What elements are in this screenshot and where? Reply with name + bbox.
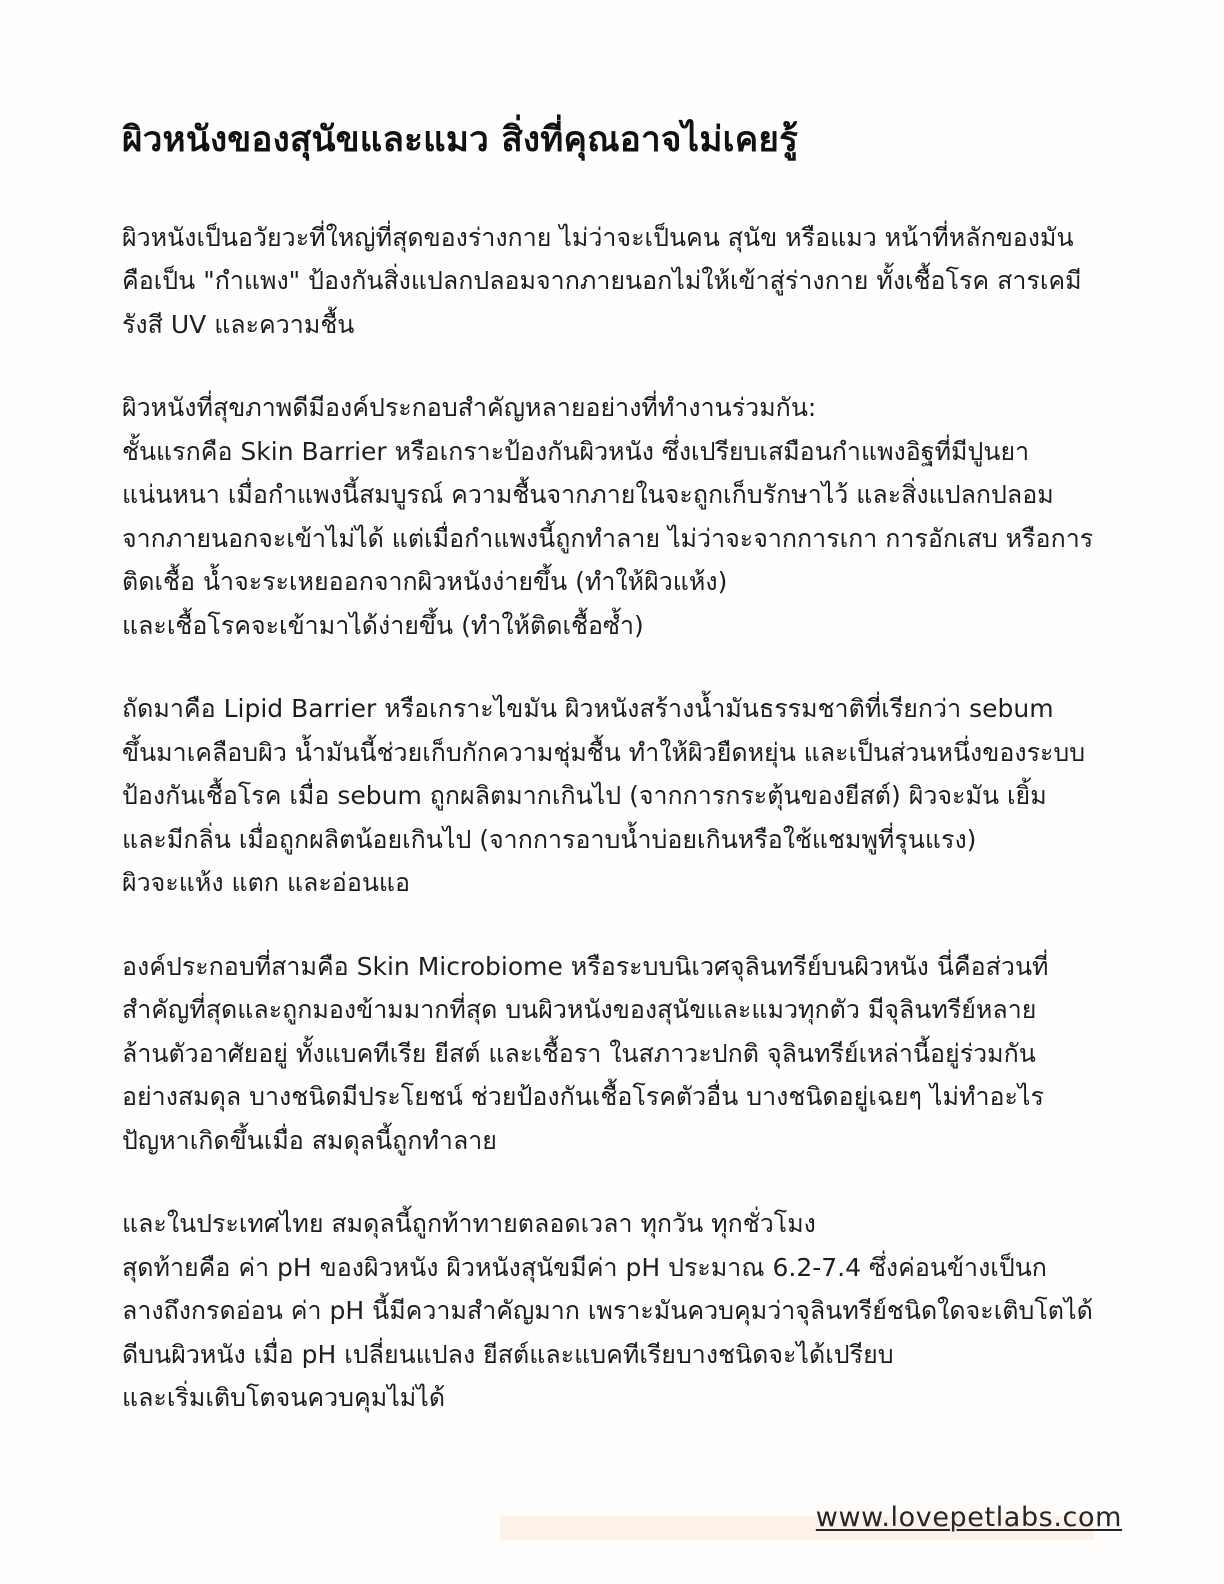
paragraph-skin-microbiome xyxy=(122,945,1107,1163)
article xyxy=(122,118,1107,1460)
paragraph-line: สำคัญที่สุดและถูกมองข้ามมากที่สุด บนผิวหนังของสุนัขและแมวทุกตัว มีจุลินทรีย์หลาย xyxy=(122,995,1037,1024)
paragraph-line: ลางถึงกรดอ่อน ค่า pH นี้มีความสำคัญมาก เพราะมันควบคุมว่าจุลินทรีย์ชนิดใดจะเติบโตได้ xyxy=(122,1296,1093,1325)
paragraph-line: ผิวจะแห้ง แตก และอ่อนแอ xyxy=(122,868,411,897)
paragraph-line: ขึ้นมาเคลือบผิว น้ำมันนี้ช่วยเก็บกักความชุ่มชื้น ทำให้ผิวยืดหยุ่น และเป็นส่วนหนึ่งของระบบ xyxy=(122,737,1086,767)
paragraph-line: และในประเทศไทย สมดุลนี้ถูกท้าทายตลอดเวลา ทุกวัน ทุกชั่วโมง xyxy=(122,1209,816,1238)
paragraph-line: และเริ่มเติบโตจนควบคุมไม่ได้ xyxy=(122,1383,446,1412)
paragraph-skin-ph xyxy=(122,1202,1107,1420)
paragraph-line: สุดท้ายคือ ค่า pH ของผิวหนัง ผิวหนังสุนัขมีค่า pH ประมาณ 6.2-7.4 ซึ่งค่อนข้างเป็นก xyxy=(122,1252,1047,1282)
paragraph-line: ดีบนผิวหนัง เมื่อ pH เปลี่ยนแปลง ยีสต์และแบคทีเรียบางชนิดจะได้เปรียบ xyxy=(122,1339,894,1369)
paragraph-line: ติดเชื้อ น้ำจะระเหยออกจากผิวหนังง่ายขึ้น (ทำให้ผิวแห้ง) xyxy=(122,567,728,596)
paragraph-skin-barrier xyxy=(122,386,1107,647)
paragraph-line: องค์ประกอบที่สามคือ Skin Microbiome หรือระบบนิเวศจุลินทรีย์บนผิวหนัง นี่คือส่วนที่ xyxy=(122,951,1049,981)
paragraph-intro xyxy=(122,216,1107,347)
article-title: ผิวหนังของสุนัขและแมว สิ่งที่คุณอาจไม่เคยรู้ xyxy=(122,120,799,160)
paragraph-line: อย่างสมดุล บางชนิดมีประโยชน์ ช่วยป้องกันเชื้อโรคตัวอื่น บางชนิดอยู่เฉยๆ ไม่ทำอะไร xyxy=(122,1082,1044,1111)
paragraph-line: จากภายนอกจะเข้าไม่ได้ แต่เมื่อกำแพงนี้ถูกทำลาย ไม่ว่าจะจากการเกา การอักเสบ หรือการ xyxy=(122,523,1094,553)
paragraph-line: ถัดมาคือ Lipid Barrier หรือเกราะไขมัน ผิวหนังสร้างน้ำมันธรรมชาติที่เรียกว่า sebum xyxy=(122,694,1054,723)
paragraph-line: คือเป็น "กำแพง" ป้องกันสิ่งแปลกปลอมจากภายนอกไม่ให้เข้าสู่ร่างกาย ทั้งเชื้อโรค สารเคมี xyxy=(122,266,1082,295)
paragraph-line: ล้านตัวอาศัยอยู่ ทั้งแบคทีเรีย ยีสต์ และเชื้อรา ในสภาวะปกติ จุลินทรีย์เหล่านี้อยู่ร่วมกัน xyxy=(122,1038,1036,1068)
paragraph-lipid-barrier xyxy=(122,687,1107,905)
paragraph-line: แน่นหนา เมื่อกำแพงนี้สมบูรณ์ ความชื้นจากภายในจะถูกเก็บรักษาไว้ และสิ่งแปลกปลอม xyxy=(122,480,1054,509)
paragraph-line: ชั้นแรกคือ Skin Barrier หรือเกราะป้องกันผิวหนัง ซึ่งเปรียบเสมือนกำแพงอิฐที่มีปูนยา xyxy=(122,436,1030,466)
paragraph-line: ปัญหาเกิดขึ้นเมื่อ สมดุลนี้ถูกทำลาย xyxy=(122,1125,497,1155)
footer-website-link[interactable]: www.lovepetlabs.com xyxy=(815,1502,1122,1533)
paragraph-line: รังสี UV และความชื้น xyxy=(122,309,355,339)
paragraph-line: ป้องกันเชื้อโรค เมื่อ sebum ถูกผลิตมากเกินไป (จากการกระตุ้นของยีสต์) ผิวจะมัน เยิ้ม xyxy=(122,781,1047,810)
paragraph-line: ผิวหนังเป็นอวัยวะที่ใหญ่ที่สุดของร่างกาย ไม่ว่าจะเป็นคน สุนัข หรือแมว หน้าที่หลักของมัน xyxy=(122,222,1074,252)
paragraph-line: ผิวหนังที่สุขภาพดีมีองค์ประกอบสำคัญหลายอย่างที่ทำงานร่วมกัน: xyxy=(122,393,817,422)
paragraph-line: และมีกลิ่น เมื่อถูกผลิตน้อยเกินไป (จากการอาบน้ำบ่อยเกินหรือใช้แชมพูที่รุนแรง) xyxy=(122,824,977,854)
paragraph-line: และเชื้อโรคจะเข้ามาได้ง่ายขึ้น (ทำให้ติดเชื้อซ้ำ) xyxy=(122,610,644,640)
